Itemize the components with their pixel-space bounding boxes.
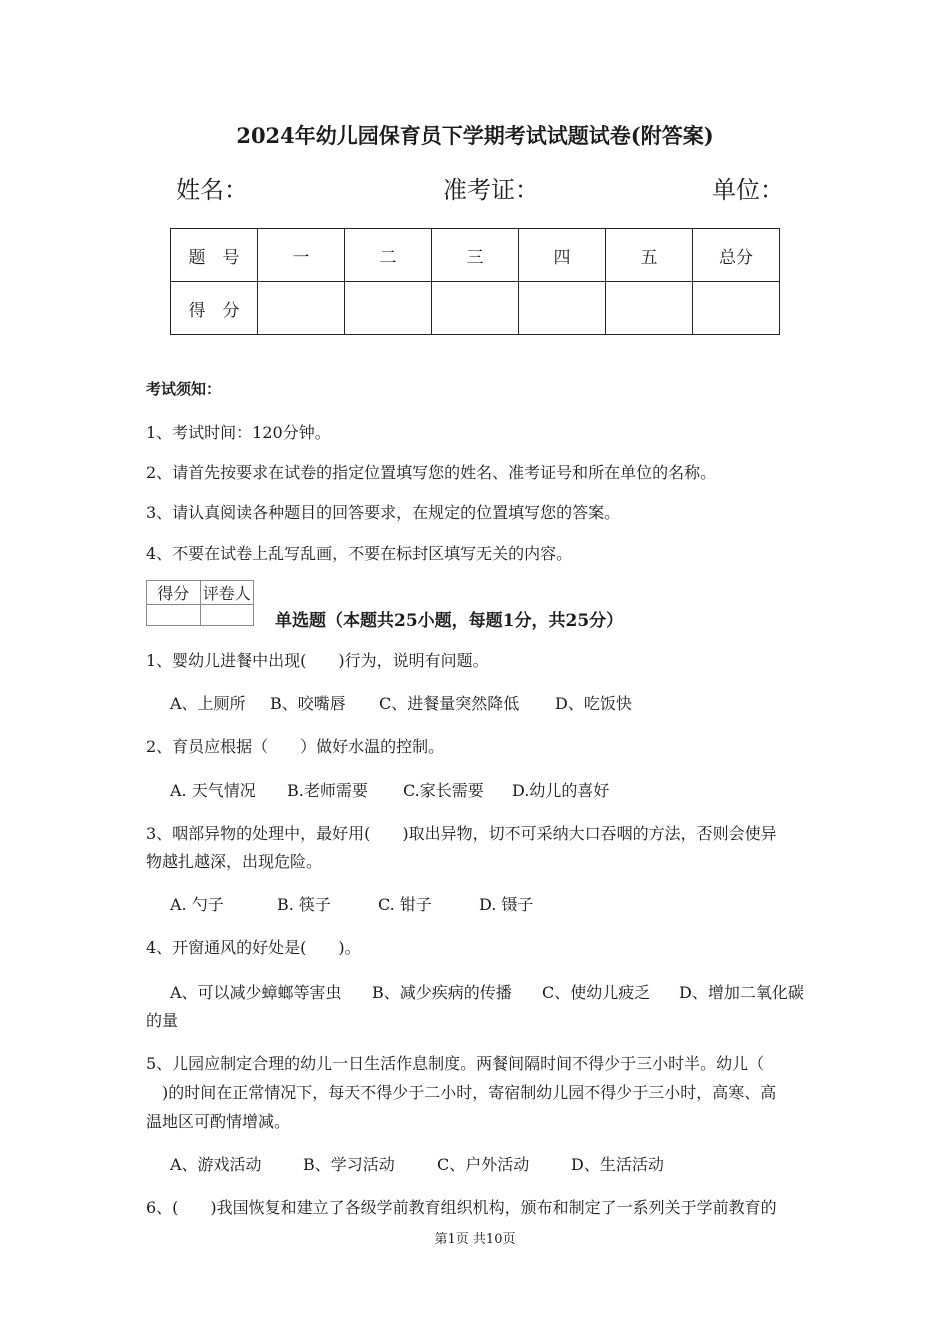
question-5-line-3: 温地区可酌情增减。 (146, 1112, 291, 1131)
question-3-line-2: 物越扎越深，出现危险。 (146, 852, 323, 871)
question-5-line-1: 5、儿园应制定合理的幼儿一日生活作息制度。两餐间隔时间不得少于三小时半。幼儿（ (146, 1054, 765, 1073)
grader-cell (147, 605, 201, 626)
score-header-total: 总分 (693, 229, 780, 282)
grader-box (146, 580, 254, 626)
notice-heading: 考试须知： (146, 380, 222, 398)
score-cell (606, 282, 693, 335)
question-4: 4、开窗通风的好处是( )。 (146, 938, 361, 957)
question-6-line-1: 6、( )我国恢复和建立了各级学前教育组织机构，颁布和制定了一系列关于学前教育的 (146, 1198, 777, 1217)
page-title: 2024年幼儿园保育员下学期考试试题试卷(附答案) (236, 123, 714, 148)
score-table-score-row (171, 282, 780, 335)
q5-option-b: B、学习活动 (303, 1155, 395, 1174)
notice-item: 1、考试时间：120分钟。 (146, 423, 331, 442)
section-title: 单选题（本题共25小题，每题1分，共25分） (275, 611, 624, 631)
score-cell (258, 282, 345, 335)
q2-option-a: A. 天气情况 (170, 781, 256, 800)
score-cell (693, 282, 780, 335)
score-header-3: 三 (432, 229, 519, 282)
q1-option-d: D、吃饭快 (555, 694, 632, 713)
question-5-line-2: )的时间在正常情况下，每天不得少于二小时，寄宿制幼儿园不得少于三小时，高寒、高 (146, 1083, 777, 1102)
q4-option-continuation: 的量 (146, 1011, 179, 1030)
q5-option-d: D、生活活动 (571, 1155, 664, 1174)
notice-item: 3、请认真阅读各种题目的回答要求，在规定的位置填写您的答案。 (146, 503, 621, 522)
q3-option-c: C. 钳子 (378, 895, 432, 914)
notice-item: 2、请首先按要求在试卷的指定位置填写您的姓名、准考证号和所在单位的名称。 (146, 463, 717, 482)
q4-option-b: B、减少疾病的传播 (372, 983, 512, 1002)
q4-option-d: D、增加二氧化碳 (679, 983, 804, 1002)
q3-option-a: A. 勺子 (170, 895, 224, 914)
score-table-header-row (171, 229, 780, 282)
grader-score-label: 得分 (147, 581, 201, 605)
q1-option-b: B、咬嘴唇 (270, 694, 346, 713)
q4-option-c: C、使幼儿疲乏 (542, 983, 651, 1002)
question-1: 1、婴幼儿进餐中出现( )行为，说明有问题。 (146, 651, 489, 670)
unit-field-label: 单位： (712, 176, 784, 204)
name-field-label: 姓名： (176, 176, 248, 204)
q3-option-b: B. 筷子 (277, 895, 331, 914)
score-header-4: 四 (519, 229, 606, 282)
question-3-line-1: 3、咽部异物的处理中，最好用( )取出异物，切不可采纳大口吞咽的方法，否则会使异 (146, 824, 777, 843)
score-cell (519, 282, 606, 335)
score-table (170, 228, 780, 335)
score-row-label: 得 分 (171, 282, 258, 335)
page-footer: 第1页 共10页 (434, 1232, 516, 1247)
question-2: 2、育员应根据（ ）做好水温的控制。 (146, 737, 445, 756)
score-header-2: 二 (345, 229, 432, 282)
q2-option-c: C.家长需要 (403, 781, 484, 800)
score-header-1: 一 (258, 229, 345, 282)
score-cell (432, 282, 519, 335)
q2-option-d: D.幼儿的喜好 (512, 781, 610, 800)
score-cell (345, 282, 432, 335)
q5-option-c: C、户外活动 (437, 1155, 530, 1174)
q5-option-a: A、游戏活动 (170, 1155, 262, 1174)
score-header-label: 题 号 (171, 229, 258, 282)
q2-option-b: B.老师需要 (287, 781, 368, 800)
score-header-5: 五 (606, 229, 693, 282)
q4-option-a: A、可以减少蟑螂等害虫 (170, 983, 342, 1002)
grader-cell (200, 605, 254, 626)
notice-item: 4、不要在试卷上乱写乱画，不要在标封区填写无关的内容。 (146, 544, 573, 563)
q1-option-c: C、进餐量突然降低 (379, 694, 520, 713)
grader-reviewer-label: 评卷人 (200, 581, 254, 605)
exam-id-field-label: 准考证： (443, 176, 539, 204)
q1-option-a: A、上厕所 (170, 694, 246, 713)
q3-option-d: D. 镊子 (479, 895, 534, 914)
